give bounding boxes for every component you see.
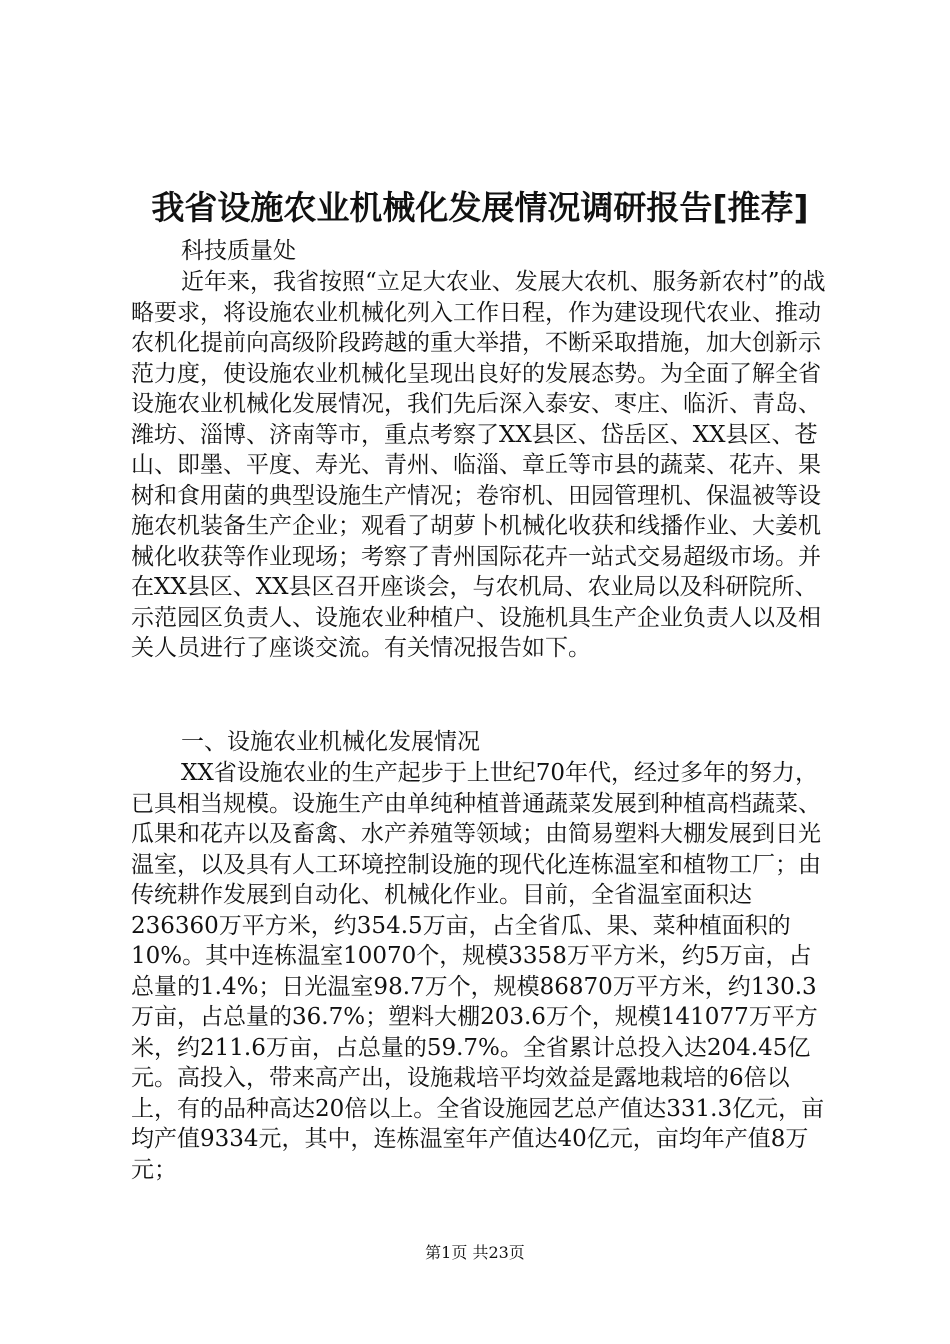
section-heading: 一、设施农业机械化发展情况 <box>181 729 480 755</box>
document-title: 我省设施农业机械化发展情况调研报告[推荐] <box>151 188 809 227</box>
section-body-paragraph: XX省设施农业的生产起步于上世纪70年代，经过多年的努力，已具相当规模。设施生产由单纯种植普通蔬菜发展到种植高档蔬菜、瓜果和花卉以及畜禽、水产养殖等领域；由简易塑料大棚发展到日光温室，以及具有人工环境控制设施的现代化连栋温室和植物工厂；由传统耕作发展到自动化、机械化作业。目前，全省温室面积达236360万平方米，约354.5万亩，占全省瓜、果、菜种植面积的10%。其中连栋温室10070个，规模3358万平方米，约5万亩，占总量的1.4%；日光温室98.7万个，规模86870万平方米，约130.3万亩，占总量的36.7%；塑料大棚203.6万个，规模141077万平方米，约211.6万亩，占总量的59.7%。全省累计总投入达204.45亿元。高投入，带来高产出，设施栽培平均效益是露地栽培的6倍以上，有的品种高达20倍以上。全省设施园艺总产值达331.3亿元，亩均产值9334元，其中，连栋温室年产值达40亿元，亩均年产值8万元； <box>131 760 825 1183</box>
department-name: 科技质量处 <box>181 238 296 264</box>
page-number-footer: 第1页 共23页 <box>425 1243 525 1262</box>
intro-paragraph: 近年来，我省按照“立足大农业、发展大农机、服务新农村”的战略要求，将设施农业机械化列入工作日程，作为建设现代农业、推动农机化提前向高级阶段跨越的重大举措，不断采取措施，加大创新示范力度，使设施农业机械化呈现出良好的发展态势。为全面了解全省设施农业机械化发展情况，我们先后深入泰安、枣庄、临沂、青岛、潍坊、淄博、济南等市，重点考察了XX县区、岱岳区、XX县区、苍山、即墨、平度、寿光、青州、临淄、章丘等市县的蔬菜、花卉、果树和食用菌的典型设施生产情况；卷帘机、田园管理机、保温被等设施农机装备生产企业；观看了胡萝卜机械化收获和线播作业、大姜机械化收获等作业现场；考察了青州国际花卉一站式交易超级市场。并在XX县区、XX县区召开座谈会，与农机局、农业局以及科研院所、示范园区负责人、设施农业种植户、设施机具生产企业负责人以及相关人员进行了座谈交流。有关情况报告如下。 <box>131 269 826 661</box>
